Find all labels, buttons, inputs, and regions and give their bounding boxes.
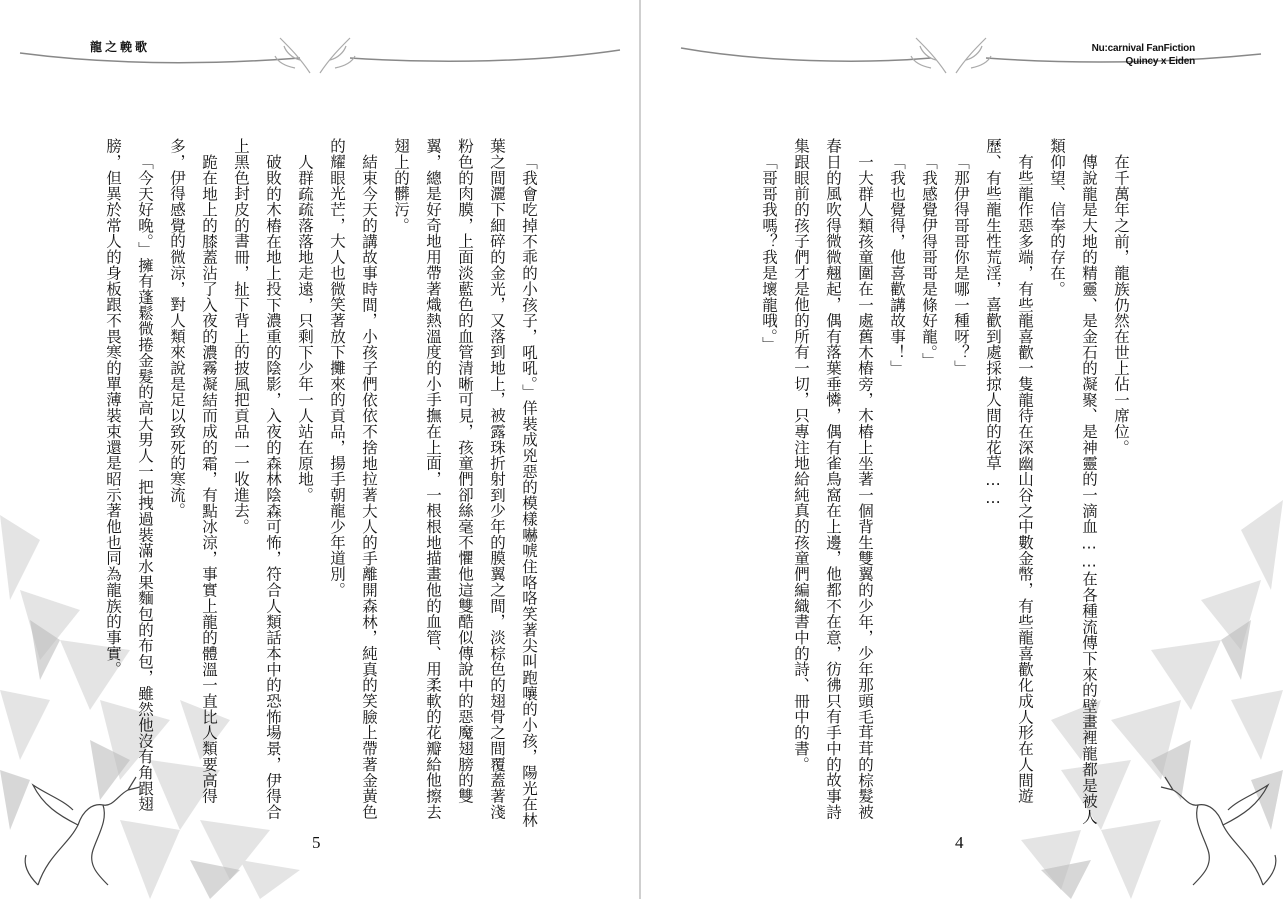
left-body-text <box>97 138 545 828</box>
dragon-illustration <box>1133 765 1283 899</box>
paragraph: 在千萬年之前，龍族仍然在世上佔一席位。 <box>1112 153 1130 455</box>
paragraph: 有些龍作惡多端，有些龍喜歡一隻龍待在深幽山谷之中數金幣，有些龍喜歡化成人形在人間遊歷、有些龍生性荒淫，喜歡到處採掠人間的花草…… <box>984 138 1034 804</box>
right-page <box>641 0 1283 899</box>
paragraph: 「今天好晚。」擁有蓬鬆微捲金髮的高大男人一把拽過裝滿水果麵包的布包，雖然他沒有角跟翅膀，但異於常人的身板跟不畏寒的單薄裝束還是昭示著他也同為龍族的事實。 <box>104 138 154 812</box>
page-number: 5 <box>312 833 321 852</box>
paragraph: 「哥哥我嗎？我是壞龍哦。」 <box>760 153 778 352</box>
paragraph: 傳說龍是大地的精靈、是金石的凝聚、是神靈的一滴血……在各種流傳下來的壁畫裡龍都是被人類仰望、信奉的存在。 <box>1048 138 1098 825</box>
left-page <box>0 0 640 899</box>
paragraph: 「那伊得哥哥你是哪一種呀？」 <box>952 153 970 376</box>
paragraph: 結束今天的講故事時間，小孩子們依依不捨地拉著大人的手離開森林，純真的笑臉上帶著金黃色的耀眼光芒，大人也微笑著放下攤來的貢品，揚手朝龍少年道別。 <box>328 138 378 820</box>
paragraph: 「我也覺得，他喜歡講故事！」 <box>888 153 906 376</box>
subtitle-line: Quincy x Eiden <box>1125 56 1195 67</box>
right-body-text <box>753 138 1137 828</box>
subtitle-line: Nu:carnival FanFiction <box>1091 43 1195 54</box>
paragraph: 跪在地上的膝蓋沾了入夜的濃霧凝結而成的霜，有點冰涼，事實上龍的體溫一直比人類要高得多，伊得感覺的微涼，對人類來說是足以致死的寒流。 <box>168 138 218 804</box>
paragraph: 「我感覺伊得哥哥是條好龍。」 <box>920 153 938 368</box>
running-subtitle <box>1092 42 1195 68</box>
running-title: 龍之輓歌 <box>90 40 151 54</box>
paragraph: 「我會吃掉不乖的小孩子，吼吼。」佯裝成兇惡的模樣嚇唬住咯咯笑著尖叫跑嚷的小孩，陽光在林葉之間灑下細碎的金光，又落到地上，被露珠折射到少年的膜翼之間，淡棕色的翅骨之間覆蓋著淺粉色的肉膜，上面淡藍色的血管清晰可見，孩童們卻絲毫不懼他這雙酷似傳說中的惡魔翅膀的雙翼，總是好奇地用帶著熾熱溫度的小手撫在上面，一根根地描畫他的血管、用柔軟的花瓣給他擦去翅上的髒污。 <box>392 138 538 828</box>
paragraph: 破敗的木樁在地上投下濃重的陰影，入夜的森林陰森可怖，符合人類話本中的恐怖場景，伊得合上黑色封皮的書冊，扯下背上的披風把貢品一一收進去。 <box>232 138 282 820</box>
paragraph: 一大群人類孩童圍在一處舊木樁旁，木樁上坐著一個背生雙翼的少年，少年那頭毛茸茸的棕髮被春日的風吹得微微翹起，偶有落葉垂憐，偶有雀鳥窩在上邊，他都不在意，彷彿只有手中的故事詩集跟眼前的孩子們才是他的所有一切，只專注地給純真的孩童們編織書中的詩、冊中的書。 <box>792 138 874 820</box>
page-number: 4 <box>955 833 964 852</box>
paragraph: 人群疏疏落落地走遠，只剩下少年一人站在原地。 <box>296 153 314 503</box>
